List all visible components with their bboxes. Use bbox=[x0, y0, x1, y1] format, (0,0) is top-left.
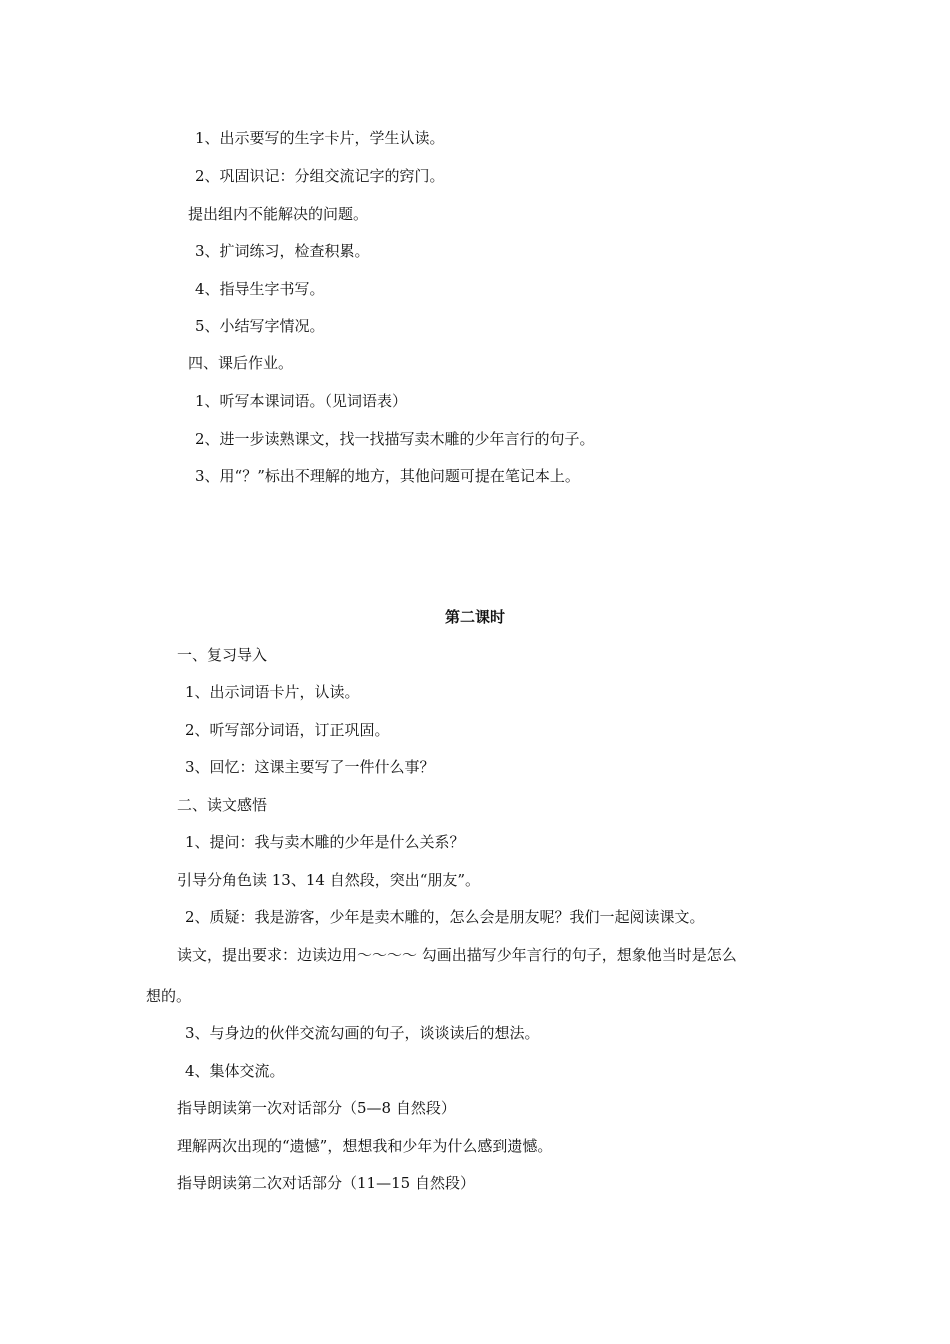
text-line: 1、出示词语卡片，认读。 bbox=[185, 683, 360, 701]
text-line: 想的。 bbox=[146, 987, 192, 1005]
text-line: 4、指导生字书写。 bbox=[195, 280, 325, 298]
text-line: 1、提问：我与卖木雕的少年是什么关系？ bbox=[185, 833, 465, 851]
text-line: 4、集体交流。 bbox=[185, 1062, 285, 1080]
text-line: 一、复习导入 bbox=[177, 646, 268, 664]
text-line: 提出组内不能解决的问题。 bbox=[188, 205, 369, 223]
text-line: 2、巩固识记：分组交流记字的窍门。 bbox=[195, 167, 445, 185]
text-line: 读文，提出要求：边读边用～～～～ 勾画出描写少年言行的句子，想象他当时是怎么 bbox=[177, 946, 737, 964]
text-line: 5、小结写字情况。 bbox=[195, 317, 325, 335]
text-line: 2、听写部分词语，订正巩固。 bbox=[185, 721, 390, 739]
text-line: 指导朗读第一次对话部分（5—8 自然段） bbox=[177, 1099, 456, 1117]
section-title: 第二课时 bbox=[444, 608, 505, 626]
text-line: 3、扩词练习，检查积累。 bbox=[195, 242, 370, 260]
text-line: 四、课后作业。 bbox=[188, 354, 294, 372]
text-line: 指导朗读第二次对话部分（11—15 自然段） bbox=[177, 1174, 475, 1192]
text-line: 2、进一步读熟课文，找一找描写卖木雕的少年言行的句子。 bbox=[195, 430, 595, 448]
text-line: 3、与身边的伙伴交流勾画的句子，谈谈读后的想法。 bbox=[185, 1024, 540, 1042]
text-line: 理解两次出现的“遗憾”，想想我和少年为什么感到遗憾。 bbox=[177, 1137, 553, 1155]
text-line: 2、质疑：我是游客，少年是卖木雕的，怎么会是朋友呢？我们一起阅读课文。 bbox=[185, 908, 705, 926]
text-line: 1、出示要写的生字卡片，学生认读。 bbox=[195, 129, 445, 147]
text-line: 1、听写本课词语。（见词语表） bbox=[195, 392, 408, 410]
text-line: 引导分角色读 13、14 自然段，突出“朋友”。 bbox=[177, 871, 481, 889]
text-line: 3、用“？”标出不理解的地方，其他问题可提在笔记本上。 bbox=[195, 467, 580, 485]
text-line: 3、回忆：这课主要写了一件什么事？ bbox=[185, 758, 435, 776]
text-line: 二、读文感悟 bbox=[177, 796, 268, 814]
